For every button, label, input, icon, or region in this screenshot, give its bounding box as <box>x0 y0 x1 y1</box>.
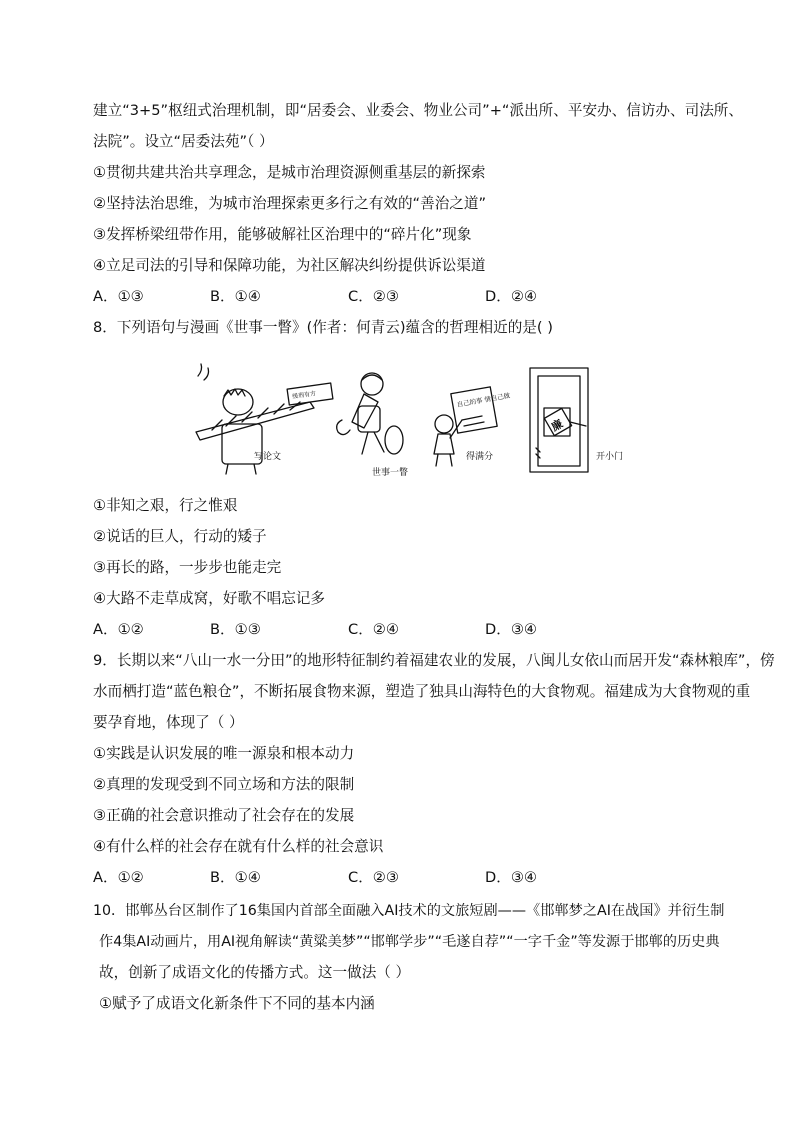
q9-stem-line-1: 9．长期以来“八山一水一分田”的地形特征制约着福建农业的发展，八闽儿女依山而居开发“森林粮库”，傍 <box>93 652 775 669</box>
q7-option-d[interactable]: D．②④ <box>485 288 537 305</box>
q8-item-2: ②说话的巨人，行动的矮子 <box>93 528 267 545</box>
comic-sign-1: 缓刑有方 <box>291 390 317 401</box>
q10-item-1: ①赋予了成语文化新条件下不同的基本内涵 <box>99 995 375 1012</box>
q7-item-2: ②坚持法治思维，为城市治理探索更多行之有效的“善治之道” <box>93 195 487 212</box>
q8-option-a[interactable]: A．①② <box>93 621 144 638</box>
q9-item-3: ③正确的社会意识推动了社会存在的发展 <box>93 807 355 824</box>
q10-stem-line-1: 10．邯郸丛台区制作了16集国内首部全面融入AI技术的文旅短剧——《邯郸梦之AI在战国》并衍生制 <box>93 903 725 919</box>
q8-item-1: ①非知之艰，行之惟艰 <box>93 497 238 514</box>
q9-item-1: ①实践是认识发展的唯一源泉和根本动力 <box>93 745 355 762</box>
q8-stem: 8．下列语句与漫画《世事一瞥》(作者：何青云)蕴含的哲理相近的是( ) <box>93 319 553 336</box>
q8-item-4: ④大路不走草成窝，好歌不唱忘记多 <box>93 590 325 607</box>
comic-caption-2: 世事一瞥 <box>372 468 409 478</box>
q7-item-4: ④立足司法的引导和保障功能，为社区解决纠纷提供诉讼渠道 <box>93 257 486 274</box>
q10-stem-line-3: 故，创新了成语文化的传播方式。这一做法（ ） <box>99 964 411 981</box>
comic-sign-2: 自己的事 情自己做 <box>456 391 511 409</box>
q9-option-c[interactable]: C．②③ <box>348 869 399 886</box>
q9-option-d[interactable]: D．③④ <box>485 869 537 886</box>
q7-stem-line-1: 建立“3+5”枢纽式治理机制，即“居委会、业委会、物业公司”+“派出所、平安办、信访办、司法所、 <box>93 102 743 119</box>
q10-stem-line-2: 作4集AI动画片，用AI视角解读“黄粱美梦”“邯郸学步”“毛遂自荐”“一字千金”等发源于邯郸的历史典 <box>99 934 720 950</box>
q7-item-1: ①贯彻共建共治共享理念，是城市治理资源侧重基层的新探索 <box>93 164 486 181</box>
q9-option-b[interactable]: B．①④ <box>210 869 261 886</box>
q8-option-c[interactable]: C．②④ <box>348 621 399 638</box>
q9-stem-line-3: 要孕育地，体现了（ ） <box>93 714 244 731</box>
comic-drawing <box>192 362 610 480</box>
q7-option-c[interactable]: C．②③ <box>348 288 399 305</box>
comic-sign-3: 廉 <box>549 417 566 434</box>
comic-caption-3: 得满分 <box>466 452 494 462</box>
comic-shishi-yipie <box>192 362 624 480</box>
q7-stem-line-2: 法院”。设立“居委法苑”（ ） <box>93 133 274 150</box>
q9-item-2: ②真理的发现受到不同立场和方法的限制 <box>93 776 355 793</box>
comic-caption-1: 写论文 <box>254 452 282 462</box>
q8-option-d[interactable]: D．③④ <box>485 621 537 638</box>
q7-option-a[interactable]: A．①③ <box>93 288 144 305</box>
q9-option-a[interactable]: A．①② <box>93 869 144 886</box>
q7-item-3: ③发挥桥梁纽带作用，能够破解社区治理中的“碎片化”现象 <box>93 226 472 243</box>
comic-caption-4: 开小门 <box>596 452 624 462</box>
q9-item-4: ④有什么样的社会存在就有什么样的社会意识 <box>93 838 384 855</box>
q7-option-b[interactable]: B．①④ <box>210 288 261 305</box>
q8-item-3: ③再长的路，一步步也能走完 <box>93 559 282 576</box>
q9-stem-line-2: 水而栖打造“蓝色粮仓”，不断拓展食物来源，塑造了独具山海特色的大食物观。福建成为大食物观的重 <box>93 683 751 700</box>
q8-option-b[interactable]: B．①③ <box>210 621 261 638</box>
